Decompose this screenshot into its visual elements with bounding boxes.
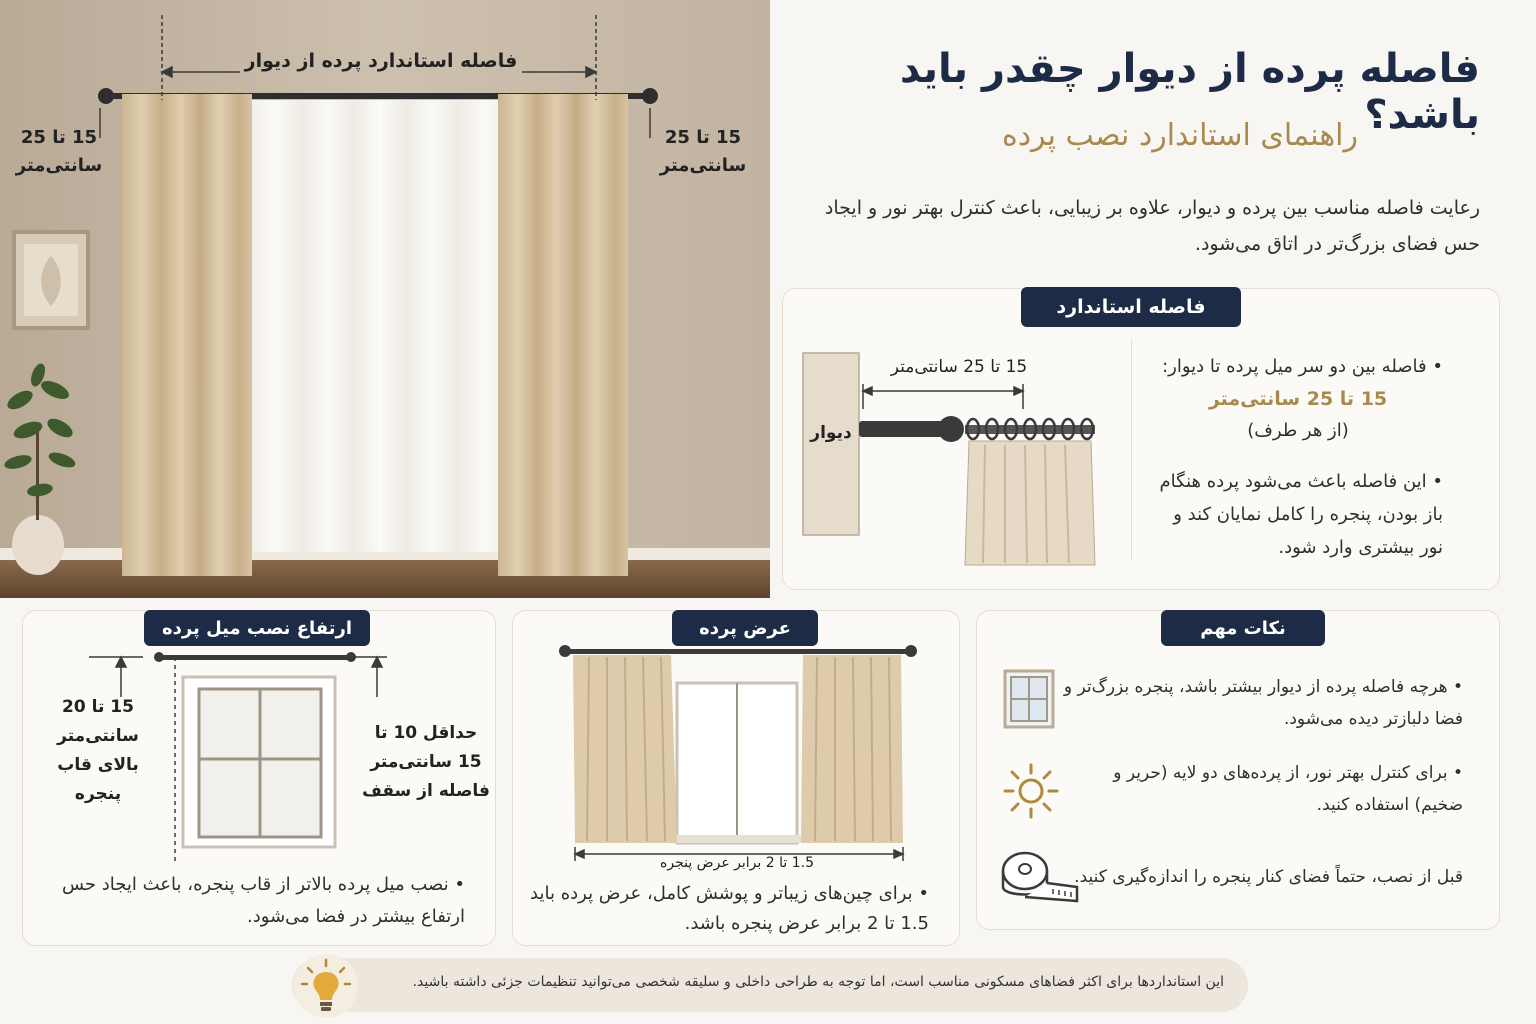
width-dim-label: 1.5 تا 2 برابر عرض پنجره <box>660 855 814 871</box>
lightbulb-icon <box>294 954 358 1018</box>
curtain-width-diagram <box>513 639 961 889</box>
tip-2: • برای کنترل بهتر نور، از پرده‌های دو لایه (حریر و ضخیم) استفاده کنید. <box>1113 763 1463 815</box>
standard-distance-card <box>782 288 1500 590</box>
room-illustration <box>0 0 770 598</box>
height-bullet: • نصب میل پرده بالاتر از قاب پنجره، باعث ایجاد حس ارتفاع بیشتر در فضا می‌شود. <box>61 874 465 927</box>
standard-bullet-2: • این فاصله باعث می‌شود پرده هنگام باز بودن، پنجره را کامل نمایان کند و نور بیشتری وارد شود. <box>1159 471 1443 558</box>
wall-label: دیوار <box>810 423 852 443</box>
lightbulb-icon-circle <box>294 954 358 1018</box>
photo-right-dim-unit: سانتی‌متر <box>659 155 747 176</box>
standard-bullet-1-highlight: 15 تا 25 سانتی‌متر <box>1208 388 1388 410</box>
standard-badge: فاصله استاندارد <box>1021 287 1241 327</box>
height-right-dim: حداقل 10 تا 15 سانتی‌متر فاصله از سقف <box>362 723 490 801</box>
width-badge: عرض پرده <box>672 610 818 646</box>
height-card <box>22 610 496 946</box>
page-subtitle: راهنمای استاندارد نصب پرده <box>1001 118 1358 153</box>
intro-text: رعایت فاصله مناسب بین پرده و دیوار، علاوه بر زیبایی، باعث کنترل بهتر نور و ایجاد حس فضای بزرگ‌تر در اتاق می‌شود. <box>824 197 1480 255</box>
width-card <box>512 610 960 946</box>
height-badge: ارتفاع نصب میل پرده <box>144 610 370 646</box>
tip-1-text: هرچه فاصله پرده از دیوار بیشتر باشد، پنجره بزرگ‌تر و فضا دلبازتر دیده می‌شود. <box>1063 677 1463 729</box>
standard-bullet-1-text: • فاصله بین دو سر میل پرده تا دیوار: <box>1162 356 1443 377</box>
standard-bullet-1 <box>1153 351 1443 447</box>
height-left-dim: 15 تا 20 سانتی‌متر بالای قاب پنجره <box>57 697 139 804</box>
photo-right-dim-value: 15 تا 25 <box>664 127 742 148</box>
tips-card <box>976 610 1500 930</box>
width-bullet: • برای چین‌های زیباتر و پوشش کامل، عرض پرده باید 1.5 تا 2 برابر عرض پنجره باشد. <box>530 883 929 934</box>
standard-bullet-2-text: این فاصله باعث می‌شود پرده هنگام باز بودن، پنجره را کامل نمایان کند و نور بیشتری وارد شود. <box>1159 471 1443 558</box>
window-icon <box>1001 667 1061 731</box>
tip-2-text: برای کنترل بهتر نور، از پرده‌های دو لایه (حریر و ضخیم) استفاده کنید. <box>1113 763 1463 815</box>
photo-left-dim-unit: سانتی‌متر <box>15 155 103 176</box>
tip-1: • هرچه فاصله پرده از دیوار بیشتر باشد، پنجره بزرگ‌تر و فضا دلبازتر دیده می‌شود. <box>1063 677 1463 729</box>
page-title: فاصله پرده از دیوار چقدر باید باشد؟ <box>899 46 1480 138</box>
footer-note: این استانداردها برای اکثر فضاهای مسکونی مناسب است، اما توجه به طراحی داخلی و سلیقه شخصی می‌توانید تنظیمات جزئی داشته باشید. <box>412 974 1224 990</box>
height-bullet-text: نصب میل پرده بالاتر از قاب پنجره، باعث ایجاد حس ارتفاع بیشتر در فضا می‌شود. <box>61 874 465 927</box>
photo-left-dim <box>4 124 114 180</box>
room-photo <box>0 0 770 598</box>
photo-left-dim-value: 15 تا 25 <box>20 127 98 148</box>
tips-badge: نکات مهم <box>1161 610 1325 646</box>
standard-bullet-1-note: (از هر طرف) <box>1247 420 1349 441</box>
standard-bullet-1-label: فاصله بین دو سر میل پرده تا دیوار: <box>1162 356 1427 377</box>
photo-right-dim <box>648 124 758 180</box>
photo-top-label: فاصله استاندارد پرده از دیوار <box>244 50 518 72</box>
sun-icon <box>1001 761 1061 821</box>
diagram-dim-label: 15 تا 25 سانتی‌متر <box>890 357 1028 377</box>
tip-3: قبل از نصب، حتماً فضای کنار پنجره را اندازه‌گیری کنید. <box>1074 867 1463 887</box>
width-bullet-text: برای چین‌های زیباتر و پوشش کامل، عرض پرده باید 1.5 تا 2 برابر عرض پنجره باشد. <box>530 883 929 934</box>
